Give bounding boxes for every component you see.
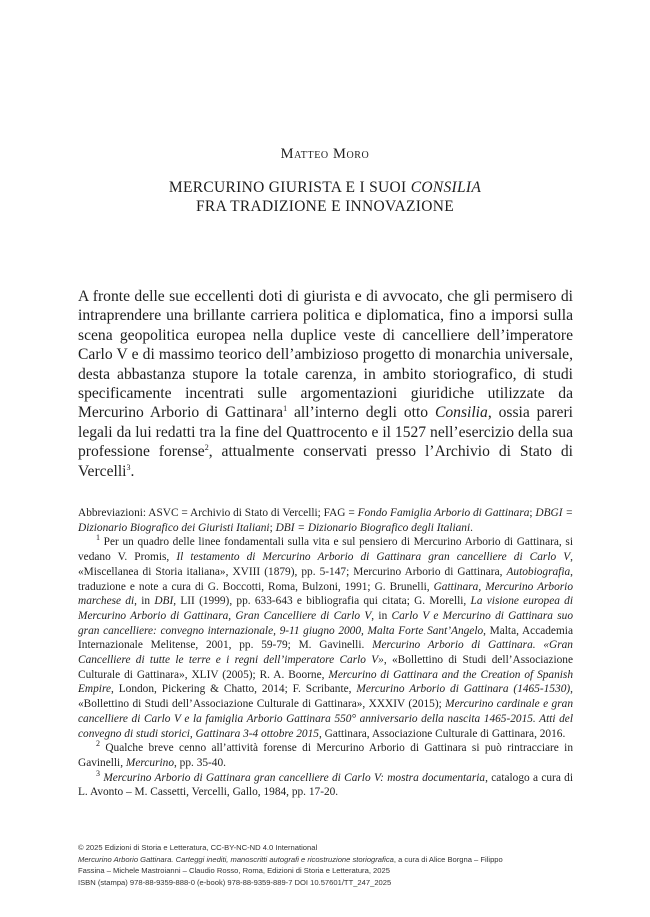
title-italic: CONSILIA [410, 179, 482, 196]
book-citation-line [78, 854, 578, 866]
body-paragraph [78, 287, 573, 481]
note-italic: Autobiografia [506, 565, 571, 578]
note-italic: DBI = Dizionario Biografico degli Italiani [275, 521, 471, 534]
title-text: MERCURINO GIURISTA E I SUOI [168, 179, 411, 196]
editors-line: Fassina – Michele Mastroianni – Claudio Rosso, Roma, Edizioni di Storia e Letteratura, 2025 [78, 866, 390, 875]
note-text: , LII (1999), pp. 633-643 e bibliografia qui citata; G. Morelli, [173, 595, 471, 608]
note-italic: Mercurino [125, 756, 174, 769]
note-text: , Gattinara, Associazione Culturale di Gattinara, 2016. [318, 727, 566, 740]
note-italic: DBI [154, 595, 174, 608]
author-name: Matteo Moro [280, 146, 370, 162]
note-text: , catalogo a cura di L. Avonto – M. Cassetti, Vercelli, Gallo, 1984, pp. 17-20. [78, 771, 573, 799]
note-italic: Mercurino Arborio di Gattinara (1465-1530) [356, 683, 571, 696]
note-text: ; [529, 507, 536, 519]
body-text: . [130, 462, 135, 480]
title-line-1 [0, 178, 650, 197]
license-line: © 2025 Edizioni di Storia e Letteratura, CC-BY-NC-ND 4.0 International [78, 843, 318, 852]
note-text: Qualche breve cenno all’attività forense di Mercurino Arborio di Gattinara si può rintracciare in Gavinelli, [78, 742, 573, 769]
note-text: , pp. 35-40. [174, 756, 226, 769]
footnote-3 [78, 768, 573, 800]
note-text: , traduzione e note a cura di G. Boccotti, Roma, Bulzoni, 1991; G. Brunelli, [78, 565, 573, 593]
note-italic: Mercurino cardinale e gran cancelliere di Carlo V e la famiglia Arborio Gattinara 550° anniversario della nascita 1465-2015. Atti del convegno di studi storici, Gattinara 3-4 ottobre 2015 [78, 698, 573, 740]
footnote-ref-3: 3 [126, 462, 131, 472]
note-italic: Gattinara, Mercurino Arborio marchese di [78, 580, 573, 608]
footnotes [78, 506, 573, 800]
footnote-number: 1 [96, 533, 100, 543]
footnote-number: 2 [96, 739, 100, 749]
footnote-1 [78, 535, 573, 741]
chapter-title [0, 178, 650, 216]
note-italic: Mercurino di Gattinara and the Creation of Spanish Empire [78, 668, 573, 696]
note-text: . [470, 521, 473, 534]
footnote-ref-2: 2 [204, 443, 209, 453]
note-text: , London, Pickering & Chatto, 2014; F. Scribante, [110, 683, 357, 696]
footnote-ref-1: 1 [283, 404, 288, 414]
book-citation: , a cura di Alice Borgna – Filippo [393, 854, 503, 864]
footnote-2 [78, 741, 573, 770]
note-text: Abbreviazioni: ASVC = Archivio di Stato di Vercelli; FAG = [78, 507, 358, 519]
note-text: ; [269, 521, 276, 534]
abbreviations [78, 506, 573, 535]
body-text: all’interno degli otto [287, 404, 435, 422]
note-italic: Carlo V e Mercurino di Gattinara suo gran cancelliere: convegno internazionale, 9-11 giugno 2000, Malta Forte Sant’Angelo [78, 609, 573, 637]
copyright-footer [78, 842, 578, 888]
note-text: Per un quadro delle linee fondamentali sulla vita e sul pensiero di Mercurino Arborio di Gattinara, si vedano V. Promis, [78, 536, 573, 564]
title-line-2: FRA TRADIZIONE E INNOVAZIONE [196, 198, 454, 215]
note-text: , in [134, 595, 155, 608]
note-italic: Mercurino Arborio di Gattinara gran cancelliere di Carlo V: mostra documentaria [103, 771, 486, 784]
note-text: , Malta, Accademia Internazionale Melitense, 2001, pp. 59-79; M. Gavinelli. [78, 624, 573, 652]
body-text: A fronte delle sue eccellenti doti di giurista e di avvocato, che gli permisero di intraprendere una brillante carriera politica e diplomatica, fino a imporsi sulla scena geopolitica europea nella duplice veste di cancelliere dell’imperatore Carlo V e di massimo teorico dell’ambizioso progetto di monarchia universale, desta abbastanza stupore la totale carenza, in ambito storiografico, di studi specificamente incentrati sulle argomentazioni giuridiche utilizzate da Mercurino Arborio di Gattinara [78, 288, 573, 422]
footnote-number: 3 [96, 768, 100, 778]
note-italic: Il testamento di Mercurino Arborio di Gattinara gran cancelliere di Carlo V [176, 551, 571, 564]
isbn-line: ISBN (stampa) 978-88-9359-888-0 (e-book) 978-88-9359-889-7 DOI 10.57601/TT_247_2025 [78, 877, 392, 887]
note-italic: Fondo Famiglia Arborio di Gattinara [357, 507, 530, 519]
note-text: , «Bollettino di Studi dell’Associazione Culturale di Gattinara», XXXIV (2015); [78, 683, 573, 711]
note-italic: La visione europea di Mercurino Arborio di Gattinara, Gran Cancelliere di Carlo V [78, 595, 573, 622]
note-text: , in [371, 609, 392, 622]
body-text: , ossia pareri legali da lui redatti tra la fine del Quattrocento e il 1527 nell’esercizio della sua professione forense [78, 404, 573, 461]
body-text: , attualmente conservati presso l’Archivio di Stato di Vercelli [78, 443, 573, 480]
note-italic: Mercurino Arborio di Gattinara. «Gran Cancelliere di tutte le terre e i regni dell’imperatore Carlo V» [78, 639, 573, 667]
note-text: , «Miscellanea di Storia italiana», XVIII (1879), pp. 5-147; Mercurino Arborio di Gattinara, [78, 551, 574, 578]
book-title: Mercurino Arborio Gattinara. Carteggi inediti, manoscritti autografi e ricostruzione storiografica [78, 854, 394, 864]
body-italic: Consilia [434, 404, 488, 422]
note-text: , «Bollettino di Studi dell’Associazione Culturale di Gattinara», XLIV (2005); R. A. Boorne, [78, 654, 573, 681]
note-italic: DBGI = Dizionario Biografico dei Giuristi Italiani [78, 507, 574, 534]
